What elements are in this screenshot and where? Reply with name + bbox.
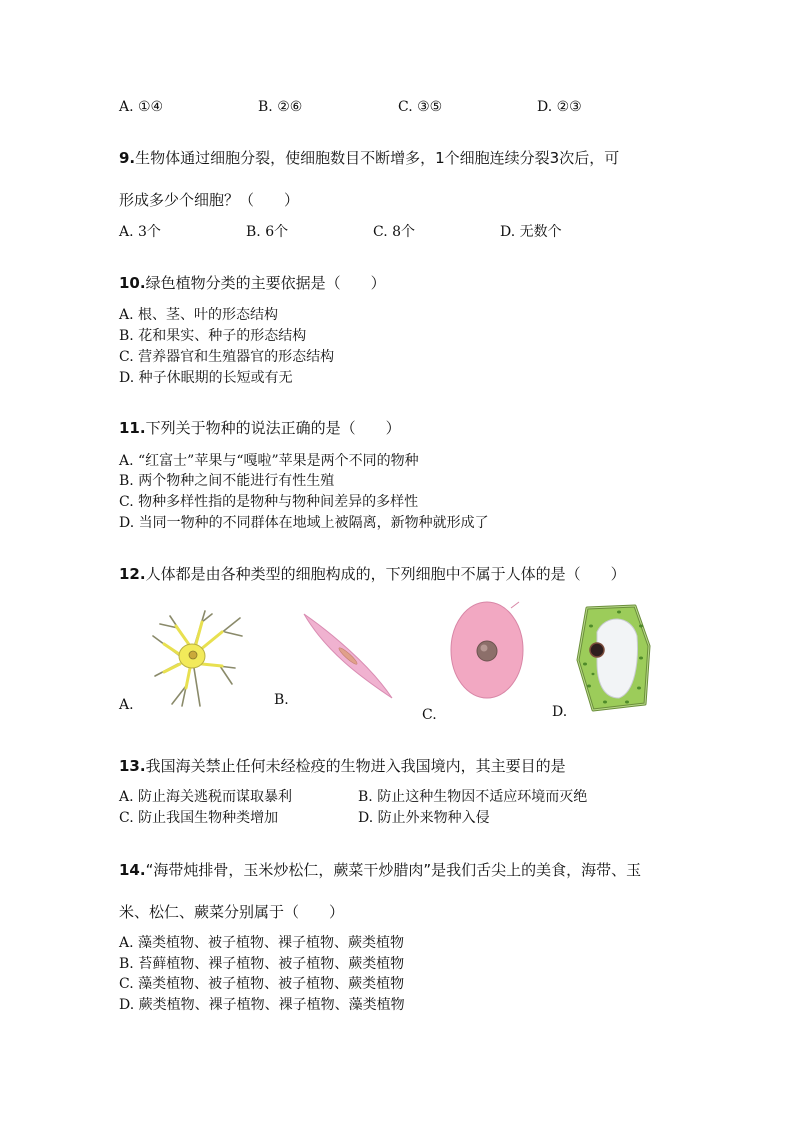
option-c-label: C. [422,707,437,723]
question-13-stem [119,757,566,775]
muscle-cell-icon [300,610,395,700]
stem-text: 人体都是由各种类型的细胞构成的，下列细胞中不属于人体的是（ ） [145,565,626,583]
option-a: A. 根、茎、叶的形态结构 [119,307,279,323]
option-c: C. ③⑤ [398,99,443,115]
option-d: D. 种子休眠期的长短或有无 [119,370,293,386]
option-d-label: D. [552,704,568,720]
option-d: D. 无数个 [500,224,562,240]
stem-text: 下列关于物种的说法正确的是（ ） [145,419,401,437]
question-number: 10. [119,274,146,292]
option-a: A. 藻类植物、被子植物、裸子植物、蕨类植物 [119,935,405,951]
option-b: B. 防止这种生物因不适应环境而灭绝 [358,789,588,805]
option-b: B. ②⑥ [258,99,303,115]
option-d: D. ②③ [537,99,582,115]
option-b: B. 苔藓植物、裸子植物、被子植物、蕨类植物 [119,956,405,972]
option-b-label: B. [274,692,289,708]
option-c: C. 营养器官和生殖器官的形态结构 [119,349,335,365]
option-c: C. 防止我国生物种类增加 [119,810,279,826]
question-11-stem [119,419,401,437]
stem-text: 我国海关禁止任何未经检疫的生物进入我国境内，其主要目的是 [145,757,566,775]
option-d: D. 防止外来物种入侵 [358,810,490,826]
option-c: C. 藻类植物、被子植物、被子植物、蕨类植物 [119,976,405,992]
option-b: B. 花和果实、种子的形态结构 [119,328,307,344]
option-a: A. 防止海关逃税而谋取暴利 [119,789,293,805]
stem-text: 生物体通过细胞分裂，使细胞数目不断增多，1个细胞连续分裂3次后，可 [135,149,620,167]
option-b: B. 两个物种之间不能进行有性生殖 [119,473,335,489]
option-d: D. 蕨类植物、裸子植物、裸子植物、藻类植物 [119,997,405,1013]
option-c: C. 物种多样性指的是物种与物种间差异的多样性 [119,494,419,510]
question-number: 12. [119,565,146,583]
stem-text: 绿色植物分类的主要依据是（ ） [145,274,386,292]
question-number: 9. [119,149,136,167]
nerve-cell-icon [150,606,245,708]
question-14-stem-cont: 米、松仁、蕨菜分别属于（ ） [119,903,345,921]
question-9-stem-cont: 形成多少个细胞？（ ） [119,191,300,209]
question-10-stem [119,274,386,292]
question-9-stem [119,149,619,167]
option-b: B. 6个 [246,224,289,240]
option-a-label: A. [119,697,134,713]
option-a: A. ①④ [119,99,164,115]
option-c: C. 8个 [373,224,416,240]
question-number: 13. [119,757,146,775]
option-a: A. 3个 [119,224,161,240]
option-a: A. “红富士”苹果与“嘎啦”苹果是两个不同的物种 [119,453,419,469]
round-cell-icon [447,598,529,703]
question-number: 11. [119,419,146,437]
question-14-stem [119,861,641,879]
plant-cell-icon [575,602,653,714]
stem-text: “海带炖排骨，玉米炒松仁，蕨菜干炒腊肉”是我们舌尖上的美食，海带、玉 [145,861,642,879]
question-12-stem [119,565,626,583]
question-number: 14. [119,861,146,879]
option-d: D. 当同一物种的不同群体在地域上被隔离，新物种就形成了 [119,515,489,531]
